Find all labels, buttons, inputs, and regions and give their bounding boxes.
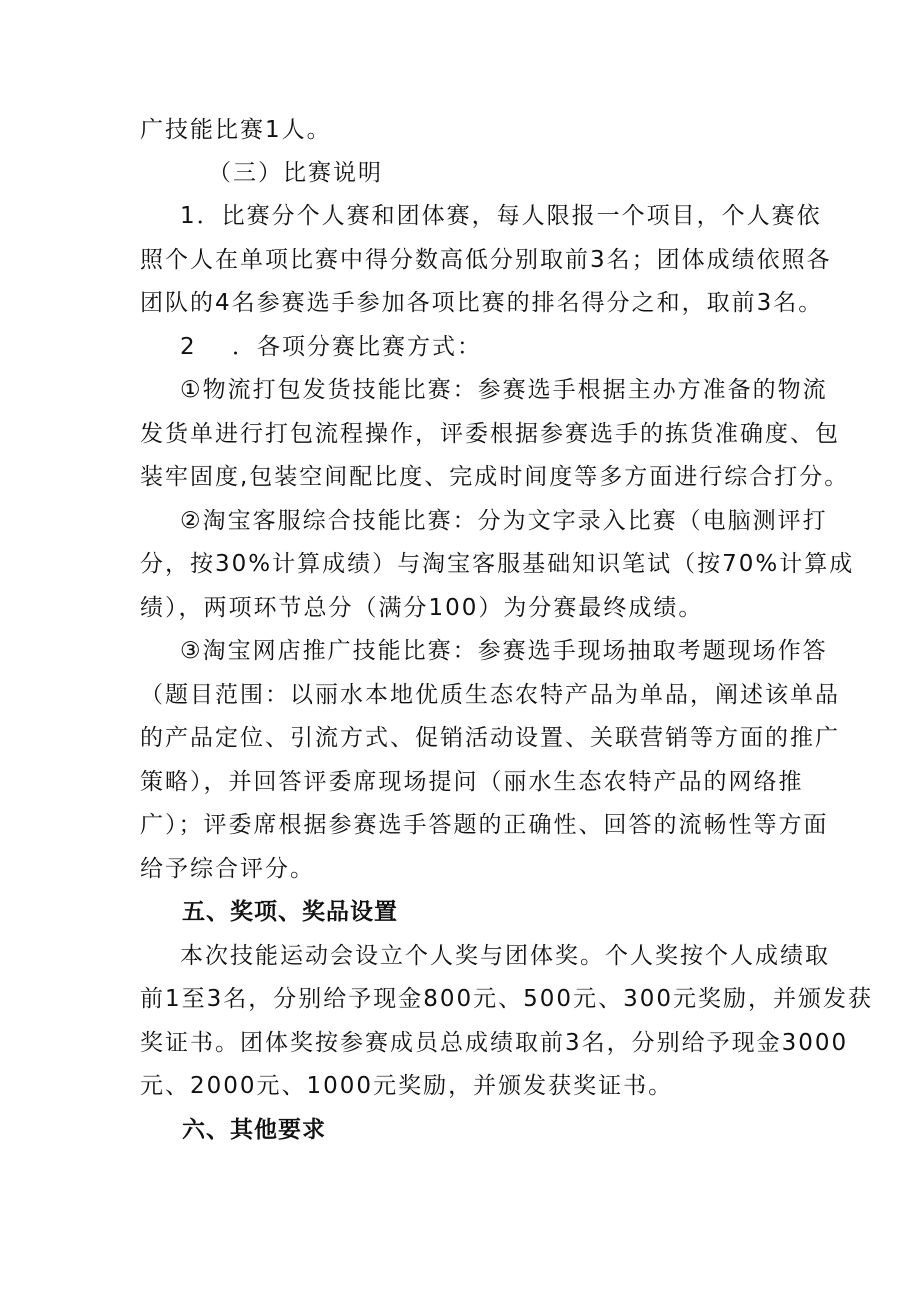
paragraph-line: 发货单进行打包流程操作，评委根据参赛选手的拣货准确度、包	[140, 421, 840, 447]
paragraph-line: 的产品定位、引流方式、促销活动设置、关联营销等方面的推广	[140, 725, 840, 751]
paragraph-line: （题目范围：以丽水本地优质生态农特产品为单品，阐述该单品	[140, 682, 840, 708]
paragraph-line: 奖证书。团体奖按参赛成员总成绩取前3名，分别给予现金3000	[140, 1030, 849, 1056]
paragraph-line: 广）；评委席根据参赛选手答题的正确性、回答的流畅性等方面	[140, 812, 829, 838]
paragraph-line: 前1至3名，分别给予现金800元、500元、300元奖励，并颁发获	[140, 986, 873, 1012]
item-title: ．各项分赛比赛方式：	[232, 334, 482, 360]
section-heading: 五、奖项、奖品设置	[182, 899, 398, 925]
paragraph-line: 装牢固度,包装空间配比度、完成时间度等多方面进行综合打分。	[140, 464, 850, 490]
paragraph-line: 给予综合评分。	[140, 856, 315, 882]
paragraph-line: 策略），并回答评委席现场提问（丽水生态农特产品的网络推	[140, 769, 804, 795]
paragraph-line: ③淘宝网店推广技能比赛：参赛选手现场抽取考题现场作答	[180, 638, 828, 664]
paragraph-line: 分，按30%计算成绩）与淘宝客服基础知识笔试（按70%计算成	[140, 551, 855, 577]
paragraph-line: 照个人在单项比赛中得分数高低分别取前3名；团体成绩依照各	[140, 247, 832, 273]
numbered-item-heading	[180, 327, 790, 367]
paragraph-line: ②淘宝客服综合技能比赛：分为文字录入比赛（电脑测评打	[180, 508, 828, 534]
paragraph-line: 广技能比赛1人。	[140, 117, 332, 143]
section-subtitle: （三）比赛说明	[208, 160, 383, 186]
paragraph-line: 本次技能运动会设立个人奖与团体奖。个人奖按个人成绩取	[180, 943, 830, 969]
paragraph-line: ①物流打包发货技能比赛：参赛选手根据主办方准备的物流	[180, 377, 828, 403]
item-number: 2	[180, 334, 197, 360]
paragraph-line: 1．比赛分个人赛和团体赛，每人限报一个项目，个人赛依	[180, 203, 822, 229]
paragraph-line: 元、2000元、1000元奖励，并颁发获奖证书。	[140, 1073, 674, 1099]
paragraph-line: 团队的4名参赛选手参加各项比赛的排名得分之和，取前3名。	[140, 290, 824, 316]
section-heading: 六、其他要求	[182, 1117, 326, 1143]
paragraph-line: 绩），两项环节总分（满分100）为分赛最终成绩。	[140, 595, 704, 621]
